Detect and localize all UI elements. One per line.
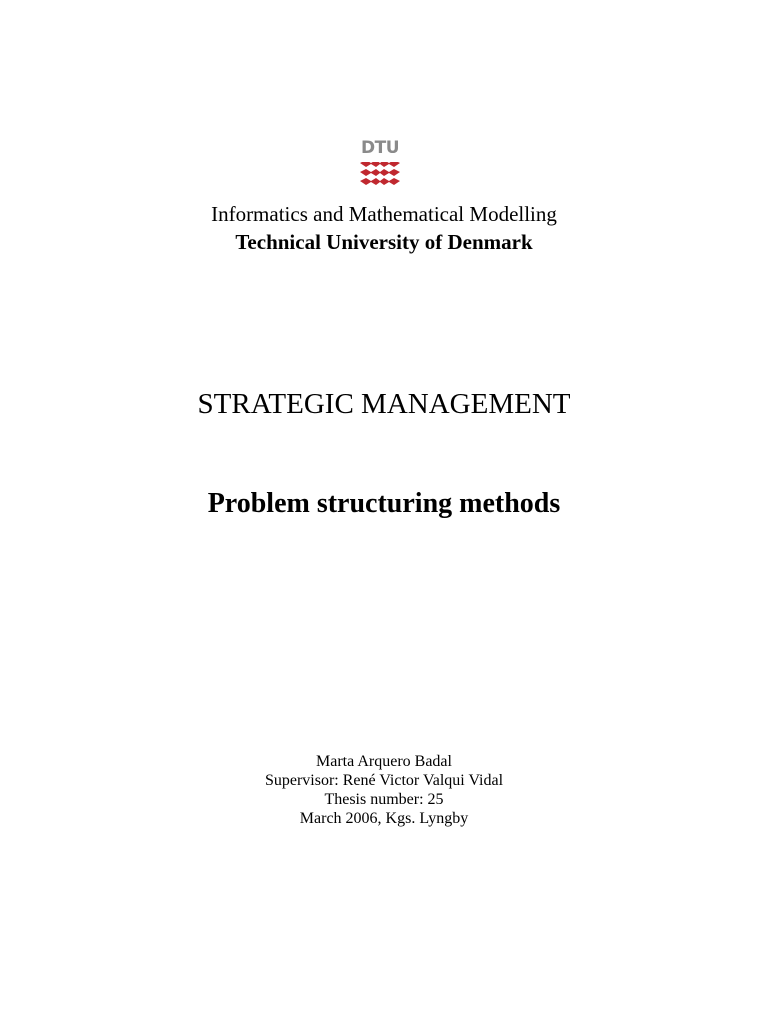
dtu-wordmark: DTU [361,138,400,158]
date-place-line: March 2006, Kgs. Lyngby [299,810,469,827]
dtu-emblem-icon [360,162,400,190]
dtu-logo [359,138,401,194]
university-name: Technical University of Denmark [235,230,533,254]
thesis-number-line: Thesis number: 25 [324,791,444,808]
author-name: Marta Arquero Badal [316,753,452,770]
supervisor-line: Supervisor: René Victor Valqui Vidal [264,772,504,789]
author-details [0,752,768,828]
department-name: Informatics and Mathematical Modelling [211,202,557,226]
document-title: STRATEGIC MANAGEMENT [197,388,571,420]
document-subtitle: Problem structuring methods [207,488,561,519]
